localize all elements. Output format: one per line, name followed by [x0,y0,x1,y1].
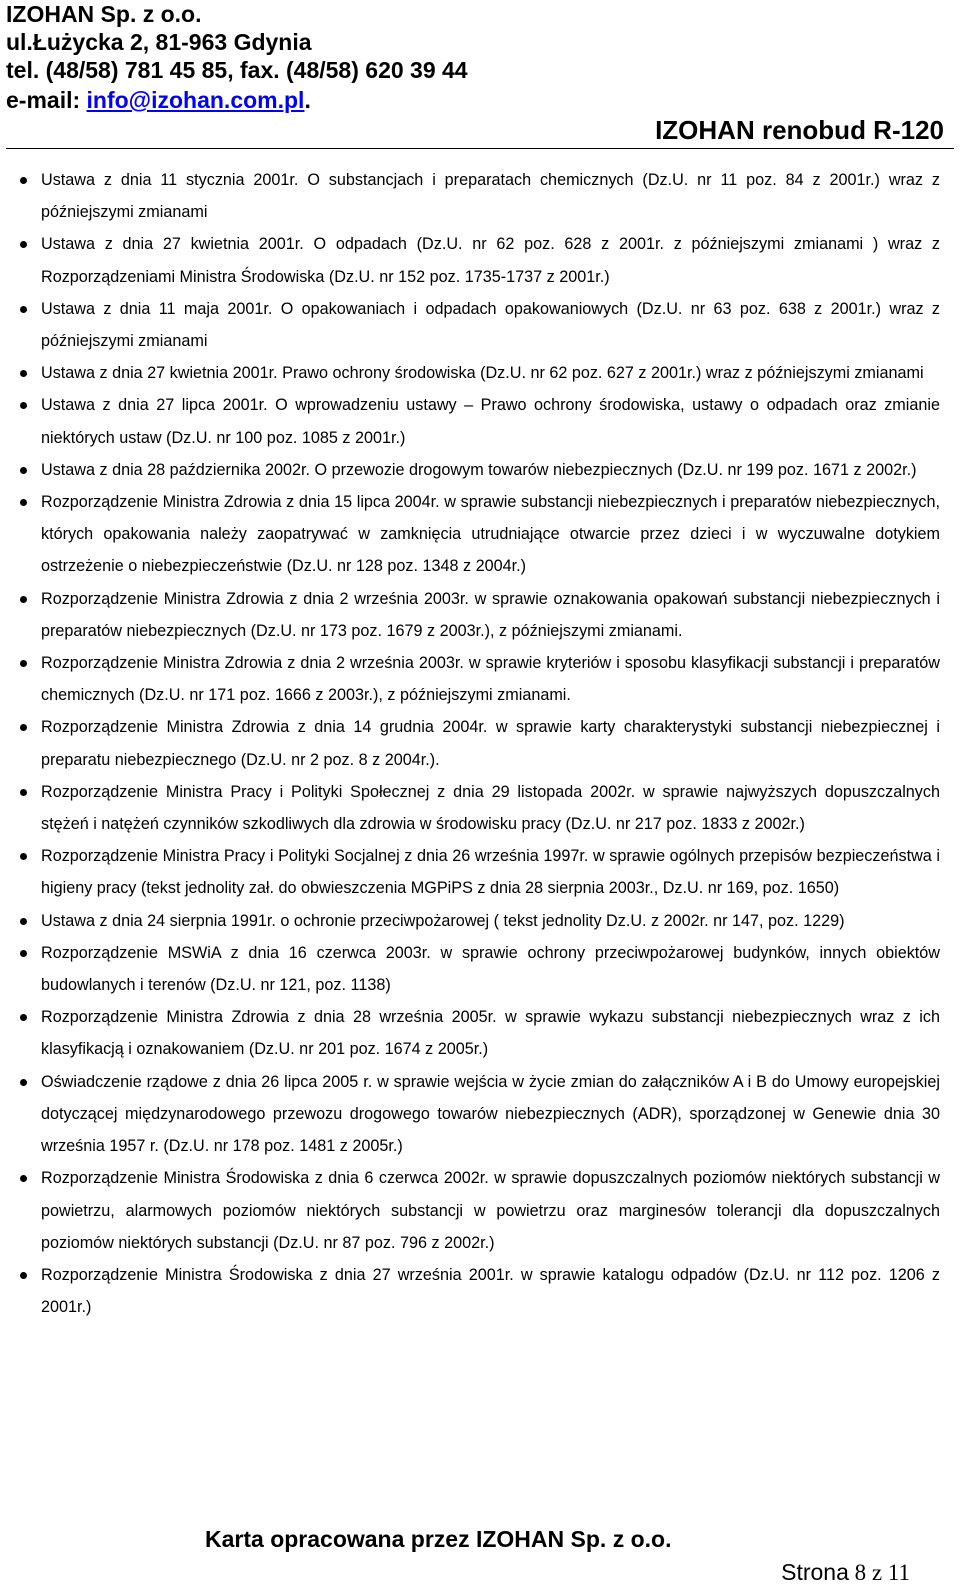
list-item-text: Ustawa z dnia 27 kwietnia 2001r. Prawo ochrony środowiska (Dz.U. nr 62 poz. 627 z 2001r.) wraz z późniejszymi zmianami [41,364,924,383]
list-item-text: Ustawa z dnia 11 maja 2001r. O opakowaniach i odpadach opakowaniowych (Dz.U. nr 63 poz. 638 z 2001r.) wraz z późniejszymi zmianami [41,299,940,351]
list-item-text: Ustawa z dnia 24 sierpnia 1991r. o ochronie przeciwpożarowej ( tekst jednolity Dz.U. z 2002r. nr 147, poz. 1229) [41,911,845,930]
company-phones: tel. (48/58) 781 45 85, fax. (48/58) 620 39 44 [6,57,468,83]
list-item [0,905,960,937]
regulations-list [0,164,960,1323]
list-item-text: Rozporządzenie Ministra Pracy i Polityki Socjalnej z dnia 26 września 1997r. w sprawie ogólnych przepisów bezpieczeństwa i higieny pracy (tekst jednolity zał. do obwieszczenia MGPiPS z dnia 28 sierpnia 2003r., Dz.U. nr 169, poz. 1650) [41,847,940,898]
bullet-icon [20,177,27,184]
list-item [0,1066,960,1163]
bullet-icon [20,724,27,731]
bullet-icon [20,241,27,248]
list-item [0,164,960,228]
list-item [0,1162,960,1259]
bullet-icon [20,789,27,796]
page-number [781,1558,910,1587]
bullet-icon [20,596,27,603]
prepared-by: Karta opracowana przez IZOHAN Sp. z o.o. [205,1526,672,1552]
list-item-text: Rozporządzenie Ministra Pracy i Polityki Społecznej z dnia 29 listopada 2002r. w sprawie najwyższych dopuszczalnych stężeń i natężeń czynników szkodliwych dla zdrowia w środowisku pracy (Dz.U. nr 217 poz. 1833 z 2002r.) [41,782,940,834]
list-item-text: Ustawa z dnia 27 lipca 2001r. O wprowadzeniu ustawy – Prawo ochrony środowiska, ustawy o odpadach oraz zmianie niektórych ustaw (Dz.U. nr 100 poz. 1085 z 2001r.) [41,396,940,447]
list-item-text: Oświadczenie rządowe z dnia 26 lipca 2005 r. w sprawie wejścia w życie zmian do załączników A i B do Umowy europejskiej dotyczącej międzynarodowego przewozu drogowego towarów niebezpiecznych (ADR), sporządzonej w Genewie dnia 30 września 1957 r. (Dz.U. nr 178 poz. 1481 z 2005r.) [41,1072,940,1156]
page-total: 11 [887,1560,910,1585]
list-item [0,1001,960,1065]
list-item-text: Rozporządzenie MSWiA z dnia 16 czerwca 2003r. w sprawie ochrony przeciwpożarowej budynków, innych obiektów budowlanych i terenów (Dz.U. nr 121, poz. 1138) [41,943,940,995]
company-email-line [6,86,311,114]
bullet-icon [20,1175,27,1182]
page-current: 8 [854,1560,867,1585]
list-item [0,228,960,292]
bullet-icon [20,402,27,409]
bullet-icon [20,950,27,957]
bullet-icon [20,660,27,667]
bullet-icon [20,1272,27,1279]
bullet-icon [20,1014,27,1021]
page-of: z [871,1560,883,1585]
list-item-text: Rozporządzenie Ministra Zdrowia z dnia 2 września 2003r. w sprawie kryteriów i sposobu klasyfikacji substancji i preparatów chemicznych (Dz.U. nr 171 poz. 1666 z 2003r.), z późniejszymi zmianami. [41,654,940,705]
list-item-text: Ustawa z dnia 11 stycznia 2001r. O substancjach i preparatach chemicznych (Dz.U. nr 11 poz. 84 z 2001r.) wraz z późniejszymi zmianami [41,171,940,222]
product-name: IZOHAN renobud R-120 [655,115,944,145]
list-item-text: Rozporządzenie Ministra Zdrowia z dnia 28 września 2005r. w sprawie wykazu substancji niebezpiecznych wraz z ich klasyfikacją i oznakowaniem (Dz.U. nr 201 poz. 1674 z 2005r.) [41,1008,940,1059]
list-item-text: Ustawa z dnia 27 kwietnia 2001r. O odpadach (Dz.U. nr 62 poz. 628 z 2001r. z późniejszymi zmianami ) wraz z Rozporządzeniami Ministra Środowiska (Dz.U. nr 152 poz. 1735-1737 z 2001r.) [41,235,940,286]
bullet-icon [20,918,27,925]
bullet-icon [20,467,27,474]
email-link[interactable]: info@izohan.com.pl [86,87,305,113]
page-word: Strona [781,1559,849,1585]
list-item-text: Rozporządzenie Ministra Zdrowia z dnia 2 września 2003r. w sprawie oznakowania opakowań substancji niebezpiecznych i preparatów niebezpiecznych (Dz.U. nr 173 poz. 1679 z 2003r.), z późniejszymi zmianami. [41,589,940,640]
list-item [0,357,960,389]
bullet-icon [20,1079,27,1086]
email-trailing: . [304,87,311,113]
bullet-icon [20,499,27,506]
email-label: e-mail: [6,87,87,113]
bullet-icon [20,306,27,313]
list-item-text: Rozporządzenie Ministra Środowiska z dnia 6 czerwca 2002r. w sprawie dopuszczalnych poziomów niektórych substancji w powietrzu, alarmowych poziomów niektórych substancji w powietrzu oraz marginesów tolerancji dla dopuszczalnych poziomów niektórych substancji (Dz.U. nr 87 poz. 796 z 2002r.) [41,1169,940,1252]
page-header [0,0,960,150]
list-item [0,647,960,711]
bullet-icon [20,370,27,377]
list-item [0,937,960,1001]
list-item [0,454,960,486]
list-item-text: Rozporządzenie Ministra Zdrowia z dnia 14 grudnia 2004r. w sprawie karty charakterystyki substancji niebezpiecznej i preparatu niebezpiecznego (Dz.U. nr 2 poz. 8 z 2004r.). [41,718,940,769]
list-item [0,711,960,775]
list-item [0,389,960,453]
page-footer [0,1515,960,1593]
bullet-icon [20,853,27,860]
list-item-text: Ustawa z dnia 28 października 2002r. O przewozie drogowym towarów niebezpiecznych (Dz.U. nr 199 poz. 1671 z 2002r.) [41,460,917,479]
list-item [0,776,960,840]
list-item-text: Rozporządzenie Ministra Zdrowia z dnia 15 lipca 2004r. w sprawie substancji niebezpiecznych i preparatów niebezpiecznych, których opakowania należy zaopatrywać w zamknięcia utrudniające otwarcie przez dzieci i w wyczuwalne dotykiem ostrzeżenie o niebezpieczeństwie (Dz.U. nr 128 poz. 1348 z 2004r.) [41,493,940,576]
list-item [0,486,960,583]
list-item [0,840,960,904]
list-item [0,1259,960,1323]
list-item [0,583,960,647]
company-name: IZOHAN Sp. z o.o. [6,1,202,27]
list-item [0,293,960,357]
list-item-text: Rozporządzenie Ministra Środowiska z dnia 27 września 2001r. w sprawie katalogu odpadów (Dz.U. nr 112 poz. 1206 z 2001r.) [41,1265,940,1317]
company-address: ul.Łużycka 2, 81-963 Gdynia [6,29,312,55]
header-divider [6,148,954,149]
